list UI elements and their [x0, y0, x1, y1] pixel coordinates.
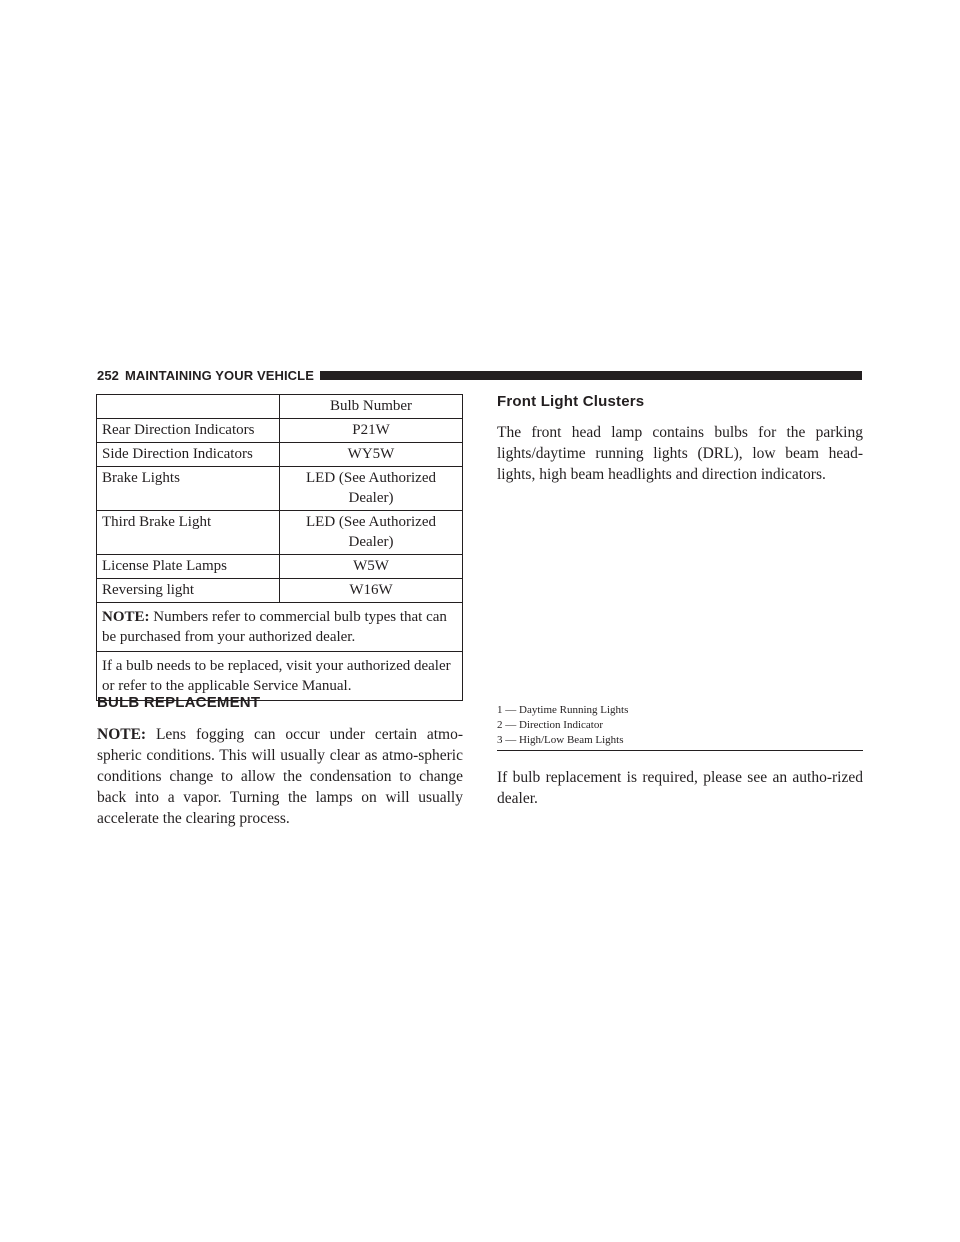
- table-row: [97, 511, 463, 555]
- front-light-clusters-heading: Front Light Clusters: [497, 393, 645, 410]
- table-row: [97, 419, 463, 443]
- note-label: NOTE:: [97, 726, 147, 743]
- table-cell-item: Rear Direction Indicators: [97, 419, 280, 443]
- table-header-row: [97, 395, 463, 419]
- legend-item: 2 — Direction Indicator: [497, 719, 603, 731]
- page-number: 252: [97, 367, 119, 383]
- table-note: [97, 603, 463, 652]
- table-row: [97, 555, 463, 579]
- note-text: Numbers refer to commercial bulb types that can be purchased from your authorized dealer.: [102, 609, 447, 645]
- table-cell-item: Third Brake Light: [97, 511, 280, 555]
- table-cell-bulb: P21W: [280, 419, 463, 443]
- table-row: [97, 467, 463, 511]
- page-header: [97, 364, 862, 386]
- table-header-bulb-number: Bulb Number: [280, 395, 463, 419]
- front-light-clusters-closing: If bulb replacement is required, please see an autho-rized dealer.: [497, 769, 863, 807]
- bulb-replacement-note: [97, 724, 463, 829]
- table-header-empty: [97, 395, 280, 419]
- note-text: Lens fogging can occur under certain atmo-spheric conditions. This will usually clear as atmo-spheric conditions change to allow the condensation to change back into a vapor. Turning the lamps on will usually accelerate the clearing process.: [97, 726, 463, 827]
- table-note-row: [97, 603, 463, 652]
- table-cell-bulb: LED (See Authorized Dealer): [280, 511, 463, 555]
- table-cell-bulb: LED (See Authorized Dealer): [280, 467, 463, 511]
- table-cell-item: Reversing light: [97, 579, 280, 603]
- table-cell-item: Side Direction Indicators: [97, 443, 280, 467]
- front-light-clusters-paragraph: The front head lamp contains bulbs for the parking lights/daytime running lights (DRL), low beam head-lights, high beam headlights and direction indicators.: [497, 424, 863, 483]
- table-row: [97, 443, 463, 467]
- table-cell-bulb: W5W: [280, 555, 463, 579]
- table-cell-bulb: WY5W: [280, 443, 463, 467]
- figure-legend: [497, 703, 863, 751]
- bulb-replacement-heading: BULB REPLACEMENT: [97, 694, 261, 711]
- table-cell-item: License Plate Lamps: [97, 555, 280, 579]
- header-rule: [320, 371, 862, 380]
- table-cell-item: Brake Lights: [97, 467, 280, 511]
- table-row: [97, 579, 463, 603]
- legend-item: 1 — Daytime Running Lights: [497, 704, 629, 716]
- section-title: MAINTAINING YOUR VEHICLE: [125, 367, 314, 383]
- legend-item: 3 — High/Low Beam Lights: [497, 734, 624, 746]
- table-footer: If a bulb needs to be replaced, visit your authorized dealer or refer to the applicable Service Manual.: [97, 652, 463, 701]
- bulb-table: [96, 394, 463, 701]
- note-label: NOTE:: [102, 609, 150, 625]
- page-header-text: [97, 368, 314, 383]
- table-cell-bulb: W16W: [280, 579, 463, 603]
